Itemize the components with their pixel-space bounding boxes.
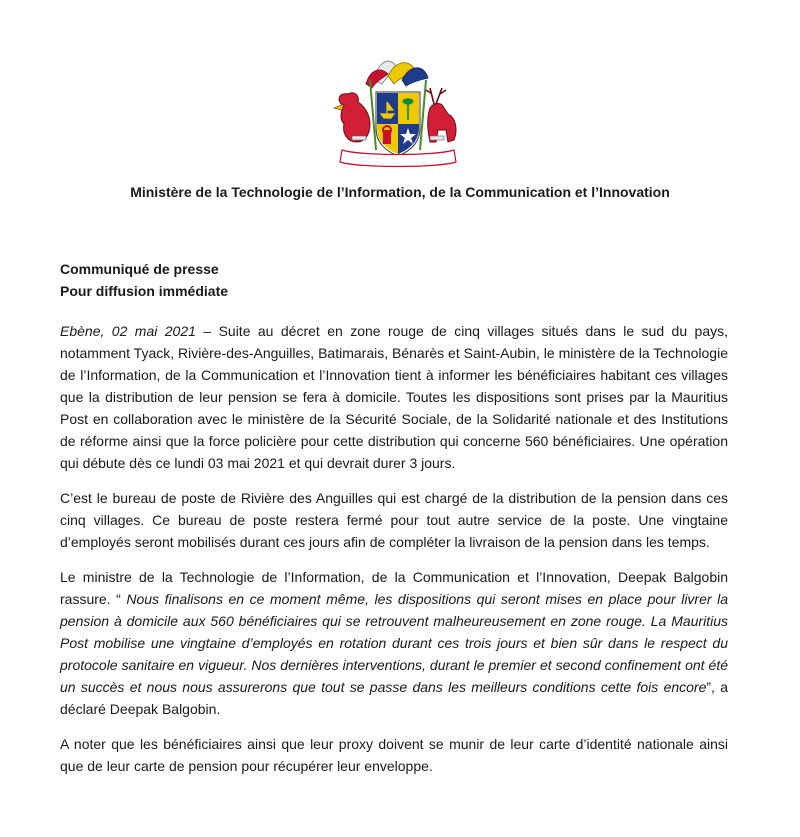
paragraph-3-outro: ”, a déclaré Deepak Balgobin. xyxy=(60,679,728,717)
release-body xyxy=(60,320,728,790)
paragraph-3-intro: Le ministre de la Technologie de l’Information, de la Communication et l’Innovation, Deepak Balgobin rassure. “ xyxy=(60,569,728,607)
paragraph-4 xyxy=(60,733,728,777)
release-diffusion: Pour diffusion immédiate xyxy=(60,283,229,299)
minister-quote: Nous finalisons en ce moment même, les dispositions qui seront mises en place pour livrer la pension à domicile aux 560 bénéficiaires qui se retrouvent malheureusement en zone rouge. La Mauritius Post mobilise une vingtaine d’employés en rotation durant ces trois jours et bien sûr dans le respect du protocole sanitaire en vigueur. Nos dernières interventions, durant le premier et second confinement ont été un succès et nous nous assurerons que tout se passe dans les meilleurs conditions cette fois encore xyxy=(60,591,728,695)
paragraph-2 xyxy=(60,487,728,553)
coat-of-arms-icon xyxy=(330,58,466,168)
release-heading xyxy=(60,258,228,302)
release-type: Communiqué de presse xyxy=(60,261,219,277)
paragraph-1 xyxy=(60,320,728,474)
ministry-title: Ministère de la Technologie de l’Information, de la Communication et l’Innovation xyxy=(130,184,670,200)
dateline: Ebène, 02 mai 2021 – xyxy=(60,323,212,339)
paragraph-4-text: A noter que les bénéficiaires ainsi que leur proxy doivent se munir de leur carte d’identité nationale ainsi que de leur carte de pension pour récupérer leur enveloppe. xyxy=(60,736,728,774)
paragraph-2-text: C’est le bureau de poste de Rivière des Anguilles qui est chargé de la distribution de la pension dans ces cinq villages. Ce bureau de poste restera fermé pour tout autre service de la poste. Une vingtaine d’employés seront mobilisés durant ces jours afin de compléter la livraison de la pension dans les temps. xyxy=(60,490,728,550)
paragraph-3 xyxy=(60,566,728,720)
paragraph-1-text: Suite au décret en zone rouge de cinq villages situés dans le sud du pays, notamment Tyack, Rivière-des-Anguilles, Batimarais, Bénarès et Saint-Aubin, le ministère de la Technologie de l’Information, de la Communication et l’Innovation tient à informer les bénéficiaires habitant ces villages que la distribution de leur pension se fera à domicile. Toutes les dispositions sont prises par la Mauritius Post en collaboration avec le ministère de la Sécurité Sociale, de la Solidarité nationale et des Institutions de réforme ainsi que la force policière pour cette distribution qui concerne 560 bénéficiaires. Une opération qui débute dès ce lundi 03 mai 2021 et qui devrait durer 3 jours. xyxy=(60,323,728,471)
